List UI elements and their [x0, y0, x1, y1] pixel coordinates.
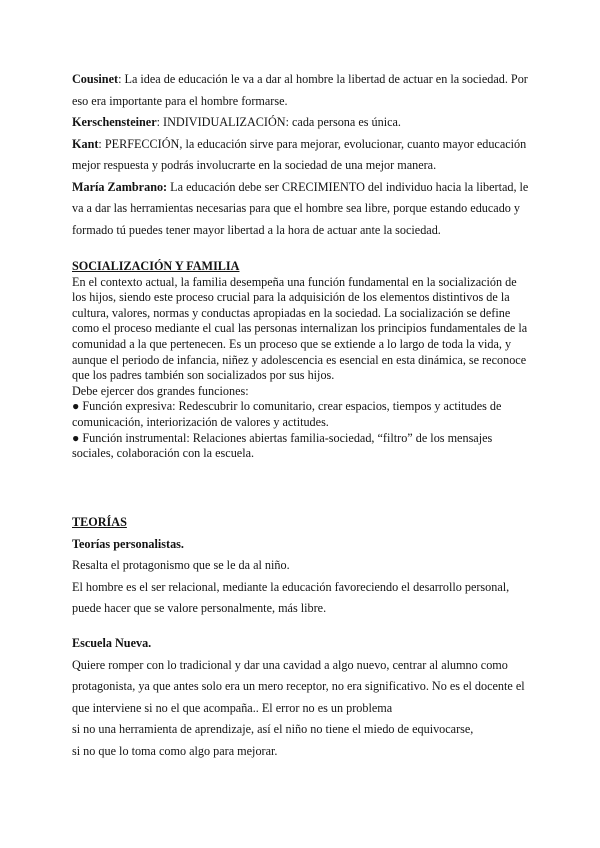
teorias-section: [72, 512, 532, 620]
function-expresiva: ● Función expresiva: Redescubrir lo comunitario, crear espacios, tiempos y actitudes de comunicación, interiorización de valores y actitudes.: [72, 399, 502, 429]
author-entry-kant: [72, 134, 532, 177]
section-heading: TEORÍAS: [72, 515, 127, 529]
authors-section: [72, 69, 532, 241]
functions-intro: Debe ejercer dos grandes funciones:: [72, 383, 249, 398]
personalistas-line: El hombre es el ser relacional, mediante la educación favoreciendo el desarrollo personal, puede hacer que se valore personalmente, más libre.: [72, 579, 510, 615]
author-name: Kant: [72, 136, 99, 151]
escuela-nueva-paragraph: Quiere romper con lo tradicional y dar una cavidad a algo nuevo, centrar al alumno como protagonista, ya que antes solo era un mero receptor, no era significativo. No es el docente el que interviene si no el que acompaña.. El error no es un problema: [72, 657, 525, 715]
author-entry-zambrano: [72, 177, 532, 242]
subsection-title-escuela-nueva: Escuela Nueva.: [72, 636, 152, 650]
escuela-nueva-line: si no una herramienta de aprendizaje, así el niño no tiene el miedo de equivocarse,: [72, 722, 474, 736]
author-text: : INDIVIDUALIZACIÓN: cada persona es única.: [156, 115, 401, 129]
author-name: Cousinet: [72, 72, 119, 86]
author-name: María Zambrano:: [72, 179, 168, 194]
author-text: La educación debe ser CRECIMIENTO del individuo hacia la libertad, le va a dar las herramientas necesarias para que el hombre sea libre, porque estando educado y formado tú puedes tener mayor libertad a la hora de actuar ante la sociedad.: [72, 179, 529, 237]
personalistas-line: Resalta el protagonismo que se le da al niño.: [72, 558, 290, 572]
escuela-nueva-section: [72, 633, 532, 762]
author-name: Kerschensteiner: [72, 115, 157, 129]
author-text: : PERFECCIÓN, la educación sirve para mejorar, evolucionar, cuanto mayor educación mejor respuesta y podrás involucrarte en la sociedad de una mejor manera.: [72, 136, 527, 172]
escuela-nueva-line: si no que lo toma como algo para mejorar.: [72, 743, 278, 758]
author-text: : La idea de educación le va a dar al hombre la libertad de actuar en la sociedad. Por eso era importante para el hombre formarse.: [72, 72, 528, 108]
author-entry-cousinet: [72, 69, 532, 112]
socializacion-paragraph: En el contexto actual, la familia desempeña una función fundamental en la socialización de los hijos, siendo este proceso crucial para la adquisición de los elementos distintivos de la cultura, valores, normas y conductas apropiadas en la sociedad. La socialización se define como el proceso mediante el cual las personas internalizan los principios fundamentales de la comunidad a la que pertenecen. Es un proceso que se extiende a lo largo de toda la vida, y aunque el periodo de infancia, niñez y adolescencia es esencial en esta dinámica, se reconoce que los padres también son socializados por sus hijos.: [72, 274, 528, 383]
function-instrumental: ● Función instrumental: Relaciones abiertas familia-sociedad, “filtro” de los mensajes sociales, colaboración con la escuela.: [72, 430, 493, 461]
author-entry-kerschensteiner: [72, 112, 532, 134]
section-heading: SOCIALIZACIÓN Y FAMILIA: [72, 259, 240, 273]
socializacion-section: [72, 259, 532, 462]
subsection-title-personalistas: Teorías personalistas.: [72, 536, 184, 551]
